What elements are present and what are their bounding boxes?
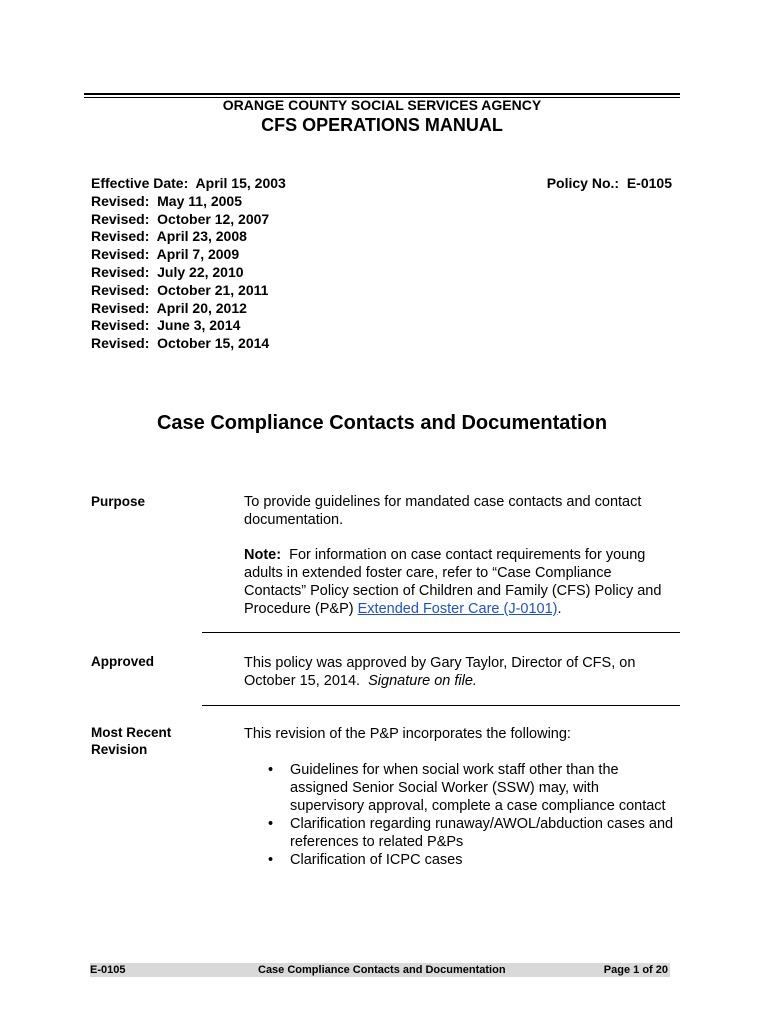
bullet-text: Guidelines for when social work staff other than the assigned Senior Social Worker (SSW) may, with supervisory approval, complete a case compliance contact xyxy=(290,762,666,814)
note-label: Note: xyxy=(244,547,282,563)
purpose-note xyxy=(244,546,674,618)
page-footer xyxy=(90,963,670,977)
revised-label: Revised: xyxy=(91,246,150,263)
approved-text xyxy=(244,654,674,690)
revision-intro: This revision of the P&P incorporates the following: xyxy=(244,726,571,742)
approved-statement: This policy was approved by Gary Taylor, Director of CFS, on October 15, 2014. xyxy=(244,655,636,689)
revised-row xyxy=(91,264,286,282)
revised-label: Revised: xyxy=(91,192,150,209)
revised-row xyxy=(91,300,286,318)
effective-date-value: April 15, 2003 xyxy=(195,175,286,191)
document-title: Case Compliance Contacts and Documentation xyxy=(156,412,608,434)
note-text: For information on case contact requirements for young adults in extended foster care, refer to “Case Compliance Contacts” Policy section of Children and Family (CFS) Policy and Procedure (P&P) xyxy=(244,547,662,617)
list-item xyxy=(244,761,674,815)
revision-label xyxy=(91,724,171,758)
revised-label: Revised: xyxy=(91,299,150,316)
bullet-glyph: • xyxy=(268,852,274,868)
footer-policy-number: E-0105 xyxy=(90,964,126,976)
policy-label: Policy No.: xyxy=(546,175,620,191)
revised-label: Revised: xyxy=(91,335,150,352)
revised-date: June 3, 2014 xyxy=(157,317,241,334)
revised-row xyxy=(91,246,286,264)
extended-foster-care-link[interactable]: Extended Foster Care (J-0101) xyxy=(357,601,558,617)
revised-date: July 22, 2010 xyxy=(157,263,244,280)
purpose-label: Purpose xyxy=(91,494,146,509)
revised-date: October 21, 2011 xyxy=(157,281,269,298)
manual-title: CFS OPERATIONS MANUAL xyxy=(261,115,503,135)
policy-value: E-0105 xyxy=(626,175,672,191)
purpose-text: To provide guidelines for mandated case contacts and contact documentation. xyxy=(244,494,642,528)
revised-label: Revised: xyxy=(91,317,150,334)
note-end: . xyxy=(557,601,562,617)
bullet-glyph: • xyxy=(268,762,274,778)
revised-row xyxy=(91,317,286,335)
revised-date: April 23, 2008 xyxy=(156,228,247,245)
dates-block xyxy=(91,175,286,353)
revised-date: April 20, 2012 xyxy=(156,299,247,316)
bullet-text: Clarification of ICPC cases xyxy=(290,852,463,868)
revised-date: October 12, 2007 xyxy=(157,210,270,227)
agency-name: ORANGE COUNTY SOCIAL SERVICES AGENCY xyxy=(222,97,542,113)
revised-row xyxy=(91,211,286,229)
revised-label: Revised: xyxy=(91,281,150,298)
bullet-glyph: • xyxy=(268,816,274,832)
revision-label-line1: Most Recent xyxy=(91,725,172,740)
footer-title: Case Compliance Contacts and Documentation xyxy=(258,964,506,976)
revised-row xyxy=(91,335,286,353)
effective-date-row xyxy=(91,175,286,193)
revised-date: May 11, 2005 xyxy=(157,192,242,209)
list-item xyxy=(244,851,674,869)
revised-label: Revised: xyxy=(91,263,150,280)
header-rule-thick xyxy=(84,93,680,95)
revised-date: October 15, 2014 xyxy=(157,335,270,352)
revised-row xyxy=(91,282,286,300)
footer-page-number: Page 1 of 20 xyxy=(603,964,668,976)
policy-number xyxy=(547,175,672,191)
revised-date: April 7, 2009 xyxy=(156,246,240,263)
revised-row xyxy=(91,228,286,246)
effective-date-label: Effective Date: xyxy=(91,175,189,191)
revised-row xyxy=(91,193,286,211)
revision-bullets xyxy=(244,761,674,869)
revised-label: Revised: xyxy=(91,228,150,245)
revision-label-line2: Revision xyxy=(91,742,148,757)
signature-note: Signature on file. xyxy=(368,673,477,689)
section-divider xyxy=(202,632,680,633)
section-divider xyxy=(202,705,680,706)
approved-label: Approved xyxy=(91,654,155,669)
revised-label: Revised: xyxy=(91,210,150,227)
bullet-text: Clarification regarding runaway/AWOL/abduction cases and references to related P&Ps xyxy=(290,816,674,850)
list-item xyxy=(244,815,674,851)
